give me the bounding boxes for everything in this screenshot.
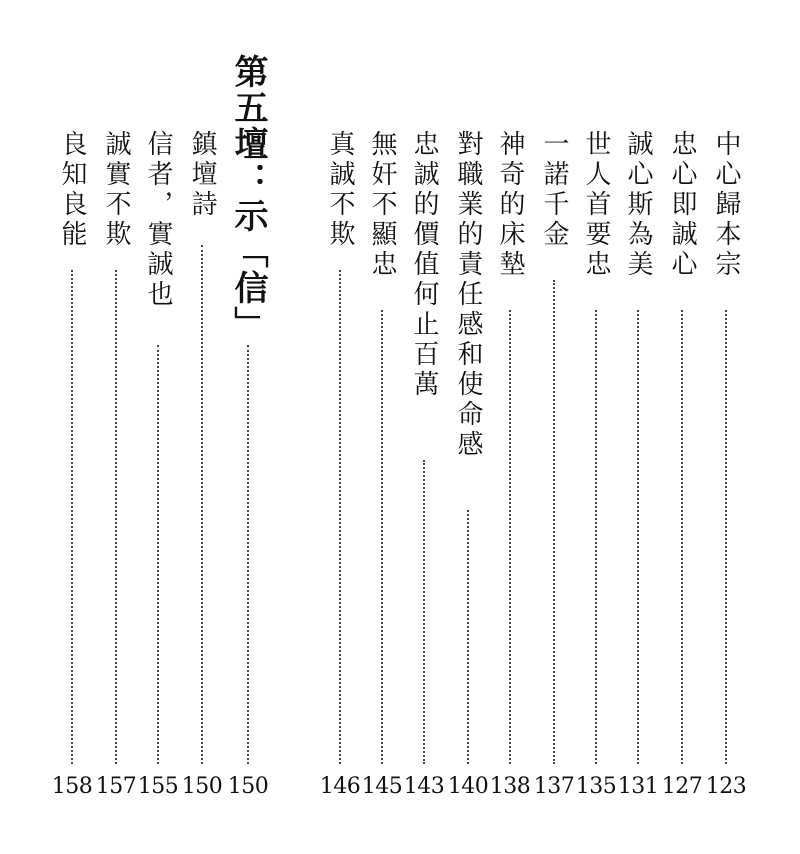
toc-entry-title: 無奸不顯忠	[367, 130, 397, 280]
toc-entry-title: 真誠不欺	[325, 130, 355, 250]
toc-page-number: 131	[617, 774, 659, 799]
dot-leader	[339, 270, 341, 764]
toc-page-number: 157	[95, 774, 137, 799]
toc-entry	[490, 0, 530, 854]
toc-entry-title: 中心歸本宗	[711, 130, 741, 280]
toc-entry	[96, 0, 136, 854]
toc-entry	[52, 0, 92, 854]
toc-entry	[362, 0, 402, 854]
toc-page-number: 158	[51, 774, 93, 799]
dot-leader	[247, 345, 249, 764]
toc-entry	[182, 0, 222, 854]
toc-entry-title: 忠心即誠心	[667, 130, 697, 280]
toc-page-number: 146	[319, 774, 361, 799]
toc-page-number: 127	[661, 774, 703, 799]
toc-entry	[618, 0, 658, 854]
toc-entry-title: 信者，實誠也	[143, 130, 173, 310]
toc-page-number: 145	[361, 774, 403, 799]
toc-page-number: 123	[705, 774, 747, 799]
dot-leader	[725, 310, 727, 764]
toc-entry	[534, 0, 574, 854]
toc-entry-title: 良知良能	[57, 130, 87, 250]
toc-entry	[706, 0, 746, 854]
toc-page-number: 143	[403, 774, 445, 799]
toc-page-number: 140	[447, 774, 489, 799]
dot-leader	[71, 270, 73, 764]
section-title: 第五壇：示「信」	[228, 54, 268, 342]
dot-leader	[157, 345, 159, 764]
dot-leader	[423, 460, 425, 764]
dot-leader	[115, 270, 117, 764]
toc-entry-title: 忠誠的價值何止百萬	[409, 130, 439, 400]
toc-entry	[404, 0, 444, 854]
dot-leader	[509, 310, 511, 764]
dot-leader	[553, 280, 555, 764]
toc-page-number: 137	[533, 774, 575, 799]
dot-leader	[467, 510, 469, 764]
toc-entry-title: 鎮壇詩	[187, 130, 217, 220]
dot-leader	[637, 310, 639, 764]
toc-page-number: 155	[137, 774, 179, 799]
toc-entry-title: 對職業的責任感和使命感	[453, 130, 483, 460]
toc-page-number: 135	[575, 774, 617, 799]
dot-leader	[681, 310, 683, 764]
toc-entry-title: 一諾千金	[539, 130, 569, 250]
dot-leader	[201, 245, 203, 764]
toc-entry	[320, 0, 360, 854]
toc-entry	[662, 0, 702, 854]
toc-entry-title: 誠心斯為美	[623, 130, 653, 280]
dot-leader	[381, 310, 383, 764]
toc-page-number: 150	[181, 774, 223, 799]
toc-entry-title: 世人首要忠	[581, 130, 611, 280]
toc-entry	[138, 0, 178, 854]
toc-page-number: 150	[227, 774, 269, 799]
dot-leader	[595, 310, 597, 764]
toc-entry-title: 誠實不欺	[101, 130, 131, 250]
toc-entry-title: 神奇的床墊	[495, 130, 525, 280]
toc-entry	[576, 0, 616, 854]
toc-page-number: 138	[489, 774, 531, 799]
toc-entry	[448, 0, 488, 854]
toc-section-heading	[228, 0, 268, 854]
